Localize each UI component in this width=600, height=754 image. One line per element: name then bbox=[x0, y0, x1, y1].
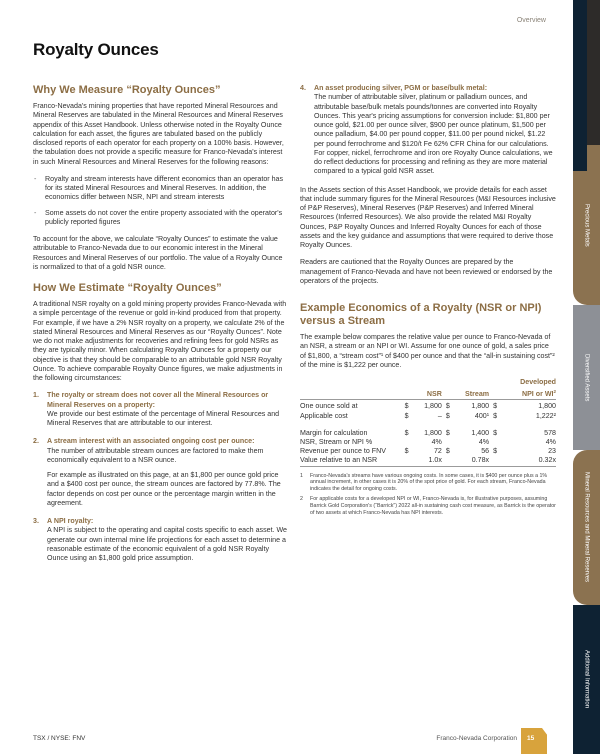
item-body: The number of attributable stream ounces are factored to make them economically equivalent to a NSR ounce. bbox=[47, 446, 264, 464]
page-number-badge bbox=[521, 728, 547, 754]
footnote: 2 For applicable costs for a developed NPI or WI, Franco-Nevada is, for illustrative purposes, assuming Barrick Gold Corporation's (“Barrick”) 2022 all-in sustaining cash cost measure, as Barrick is the operator of two assets at which Franco-Nevada has NPI interests. bbox=[300, 496, 556, 516]
right-column bbox=[300, 84, 556, 519]
col-nsr: NSR bbox=[426, 390, 442, 399]
col-npi: Developed NPI or $WI^2$ bbox=[520, 378, 556, 399]
adjustment-item bbox=[33, 391, 288, 428]
table-row: NSR, Stream or NPI % 4% 4% 4% bbox=[300, 438, 556, 447]
table-row: One ounce sold at $ 1,800 $ 1,800 $ 1,800 bbox=[300, 400, 556, 412]
reason-item: - Royalty and stream interests have different economics than an operator has for its stated Mineral Resources and Mineral Reserves. In addition, the economics differ between NSR, NPI and stream interests bbox=[33, 175, 288, 203]
reasons-list bbox=[33, 175, 288, 227]
section-label: Overview bbox=[516, 17, 546, 24]
example-heading: Example Economics of a Royalty (NSR or NPI) versus a Stream bbox=[300, 302, 542, 327]
page-number: 15 bbox=[527, 735, 535, 742]
why-paragraph: Franco-Nevada's mining properties that have reported Mineral Resources and Mineral Reserves are tabulated in the Mineral Resources and Mineral Reserves appendix of this Asset Handbook. Unless otherwise noted in the Royalty Ounce calculation for each asset, the figures are tabulated based on the publicly disclosed reports of each operator for each property on a 100% basis. However, the tabulation does not provide a specific measure for Franco-Nevada's interest in such Mineral Resources and Mineral Reserves for the following reasons: bbox=[33, 102, 284, 166]
side-tab-mineral-resources[interactable]: Mineral Resources and Mineral Reserves bbox=[573, 450, 600, 605]
col-stream: Stream bbox=[465, 390, 490, 399]
footnotes bbox=[300, 473, 556, 517]
item-body: The number of attributable silver, platinum or palladium ounces, and attributable base/bulk metals pounds/tonnes are converted into Royalty Ounces. This year's pricing assumptions for conversion include: $1,800 per ounce gold, $21.00 per ounce silver, $900 per ounce platinum, $1,500 per ounce palladium, $4.00 per pound copper, $11.00 per pound nickel, $1.22 per pound ferrochrome and $120/t Fe 62% CFR China for our calculations. For copper, nickel, ferrochrome and iron ore Royalty Ounce calculations, we do reflect deductions for processing and refining as they are more material compared to a typical gold NSR asset. bbox=[314, 93, 553, 176]
footer-ticker: TSX / NYSE: FNV bbox=[33, 735, 86, 742]
item-extra: For example as illustrated on this page, at an $1,800 per ounce gold price and a $400 cost per ounce, the stream ounces are factored by 77.8%. The factor depends on cost per ounce or the percentage margin written in the agreement. bbox=[47, 471, 281, 507]
side-tab-additional-information[interactable]: Additional Information bbox=[573, 605, 600, 754]
item-number: 3. bbox=[33, 517, 39, 525]
item-number: 2. bbox=[33, 437, 39, 446]
table-row: Margin for calculation $ 1,800 $ 1,400 $ 578 bbox=[300, 424, 556, 438]
table-row: Revenue per ounce to FNV $ 72 $ 56 $ 23 bbox=[300, 447, 556, 456]
example-paragraph: The example below compares the relative value per ounce to Franco-Nevada of an NSR, a stream or an NPI or WI. Assume for one ounce of gold, a sales price of $1,800, a “stream cost”¹ of $400 per ounce and that the “all-in sustaining cost”² of the mine is $1,222 per ounce. bbox=[300, 333, 555, 369]
caution-paragraph: Readers are cautioned that the Royalty Ounces are prepared by the management of Franco-Nevada and have not been reviewed or endorsed by the operators of the projects. bbox=[300, 258, 553, 285]
how-heading: How We Estimate “Royalty Ounces” bbox=[33, 282, 222, 294]
item-title: A NPI royalty: bbox=[47, 517, 94, 525]
table-header bbox=[300, 378, 556, 400]
reason-item: - Some assets do not cover the entire property associated with the operator's publicly reported figures bbox=[33, 209, 288, 228]
assets-paragraph: In the Assets section of this Asset Handbook, we provide details for each asset that include summary figures for the Mineral Resources (M&I Resources inclusive of P&P Reserves), Mineral Reserves (P&P Reserves) and Inferred Mineral Resources (Inferred Resources). We also provide the related M&I Royalty Ounces, P&P Royalty Ounces and Inferred Royalty Ounces for each of those assets and the key guidance and assumptions that were required to derive those Royalty Ounces. bbox=[300, 185, 556, 249]
item-number: 4. bbox=[300, 84, 306, 92]
item-body: We provide our best estimate of the percentage of Mineral Resources and Mineral Reserves that are attributable to our interest. bbox=[47, 409, 280, 427]
why-heading: Why We Measure “Royalty Ounces” bbox=[33, 84, 221, 96]
why-paragraph-2: To account for the above, we calculate “Royalty Ounces” to estimate the value attributable to Franco-Nevada due to our economic interest in the Mineral Resources and Mineral Reserves of our portfolio. The value of a Royalty Ounce is normalized to that of a gold NSR ounce. bbox=[33, 235, 283, 271]
table-row: Applicable cost $ – $ 400¹ $ 1,222² bbox=[300, 411, 556, 420]
side-tab-diversified-assets[interactable]: Diversified Assets bbox=[573, 305, 600, 450]
side-tab-precious-metals[interactable]: Precious Metals bbox=[573, 145, 600, 305]
item-title: An asset producing silver, PGM or base/bulk metal: bbox=[314, 84, 488, 92]
item-title: A stream interest with an associated ongoing cost per ounce: bbox=[47, 437, 255, 446]
footer-company: Franco-Nevada Corporation bbox=[436, 735, 517, 742]
page-title: Royalty Ounces bbox=[33, 40, 159, 59]
adjustment-item bbox=[33, 517, 288, 563]
item-body: A NPI is subject to the operating and capital costs specific to each asset. We generate our own internal mine life projections for each asset to determine a reasonable estimate of the economic equivalent of a gold NSR Royalty Ounce using an $1,800 gold price assumption. bbox=[47, 526, 288, 562]
item-title: The royalty or stream does not cover all the Mineral Resources or Mineral Reserves on a property: bbox=[47, 391, 269, 409]
adjustment-item bbox=[300, 84, 556, 177]
adjustments-list-continued bbox=[300, 84, 556, 177]
overview-tab-marker bbox=[573, 0, 587, 171]
item-number: 1. bbox=[33, 391, 39, 400]
footnote: 1 Franco-Nevada's streams have various ongoing costs. In some cases, it is $400 per ounce plus a 1% annual increment, in other cases it is 20% of the spot price of gold. For each stream, Franco-Nevada indicates the detail for ongoing costs. bbox=[300, 472, 548, 493]
adjustment-item bbox=[33, 437, 288, 508]
left-column bbox=[33, 84, 288, 572]
adjustments-list bbox=[33, 391, 288, 563]
table-row: Value relative to an NSR 1.0x 0.78x 0.32x bbox=[300, 456, 556, 465]
economics-table bbox=[300, 378, 556, 467]
how-paragraph: A traditional NSR royalty on a gold mining property provides Franco-Nevada with a simple percentage of the revenue or gold in-kind produced from that property. For example, if we have a 2% NSR royalty on a property, we calculate 2% of the stated Mineral Resources and Mineral Reserves as our “Royalty Ounces”. Note we do not make adjustments for recoveries and refining fees for gold NSRs as they are typically minor. When calculating Royalty Ounces for a property our objective is that they should be comparable to an attributable gold NSR Royalty Ounce. To achieve comparable Royalty Ounce figures, we make adjustments in the following circumstances: bbox=[33, 300, 287, 382]
